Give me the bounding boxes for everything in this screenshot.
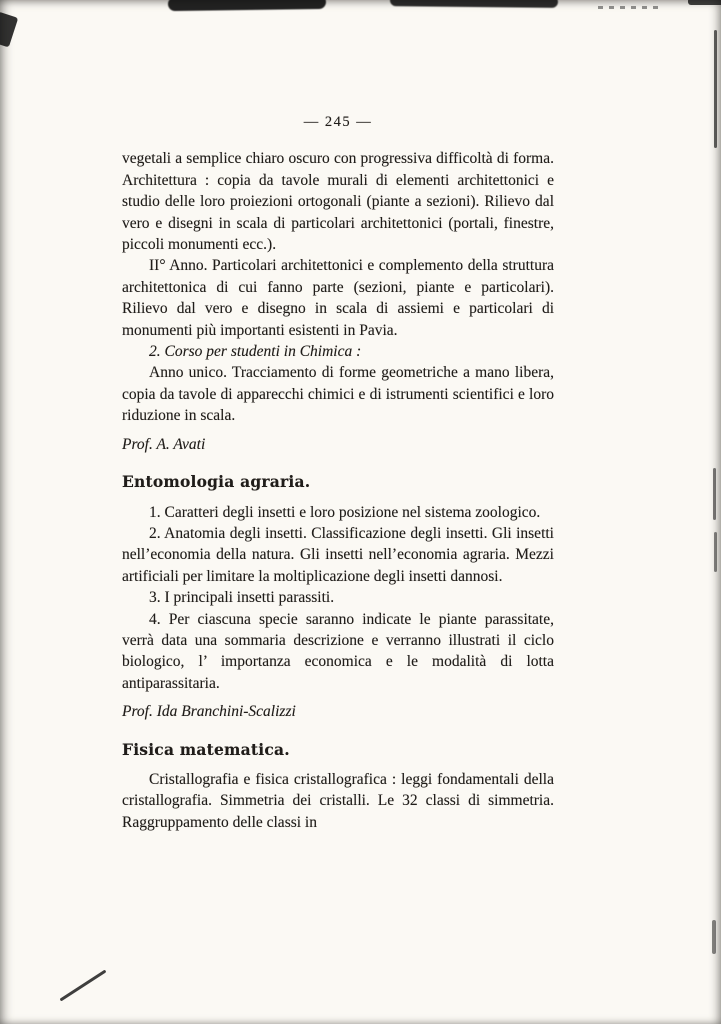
entomologia-item-4: 4. Per ciascuna specie saranno indicate le piante parassitate, verrà data una sommaria descrizione e verranno illustrati il ciclo biologico, l’ importanza economica e le modalità di lotta antiparassitaria.	[122, 610, 554, 692]
scan-artifact-right-edge-line-1	[714, 30, 717, 148]
paragraph-anno-unico: Anno unico. Tracciamento di forme geometriche a mano libera, copia da tavole di apparecchi chimici e di istrumenti scientifici e loro riduzione in scala.	[122, 364, 554, 425]
scan-artifact-right-edge-line-3	[714, 532, 717, 572]
scan-artifact-top-right-streak	[688, 0, 721, 5]
page-number: — 245 —	[303, 114, 373, 130]
section-heading-fisica-matematica: Fisica matematica.	[122, 739, 290, 759]
signature-prof-branchini-scalizzi: Prof. Ida Branchini-Scalizzi	[122, 703, 296, 721]
scan-artifact-bottom-left-slash	[60, 970, 107, 1002]
paragraph-chimica-course-title: 2. Corso per studenti in Chimica :	[149, 343, 362, 361]
entomologia-item-3: 3. I principali insetti parassiti.	[149, 589, 335, 607]
section-heading-entomologia-agraria: Entomologia agraria.	[122, 472, 311, 492]
fisica-paragraph-1: Cristallografia e fisica cristallografica : leggi fondamentali della cristallografia. Simmetria dei cristalli. Le 32 classi di simmetria. Raggruppamento delle classi in	[122, 770, 554, 831]
paragraph-continued-from-previous-page: vegetali a semplice chiaro oscuro con progressiva difficoltà di forma. Architettura : copia da tavole murali di elementi architettonici e studio delle loro proiezioni ortogonali (piante a sezioni). Rilievo dal vero e disegni in scala di particolari architettonici (portali, finestre, piccoli monumenti ecc.).	[122, 150, 554, 254]
scan-artifact-top-smudge-right	[390, 0, 558, 8]
scan-artifact-top-smudge-left	[168, 0, 326, 11]
entomologia-item-2: 2. Anatomia degli insetti. Classificazione degli insetti. Gli insetti nell’economia della natura. Gli insetti nell’economia agraria. Mezzi artificiali per limitare la moltiplicazione degli insetti dannosi.	[122, 524, 554, 585]
scan-artifact-top-left-corner	[0, 12, 18, 48]
scan-artifact-right-edge-line-4	[712, 920, 716, 954]
paragraph-second-year: II° Anno. Particolari architettonici e complemento della struttura architettonica di cui fanno parte (sezioni, piante e particolari). Rilievo dal vero e disegno in scala di assiemi e particolari di monumenti più importanti esistenti in Pavia.	[122, 257, 554, 339]
text-column	[122, 112, 554, 833]
signature-prof-avati: Prof. A. Avati	[122, 435, 206, 453]
entomologia-item-1: 1. Caratteri degli insetti e loro posizione nel sistema zoologico.	[149, 503, 541, 521]
scan-artifact-right-edge-line-2	[713, 468, 716, 520]
scan-artifact-top-dotted-mark	[598, 6, 662, 9]
